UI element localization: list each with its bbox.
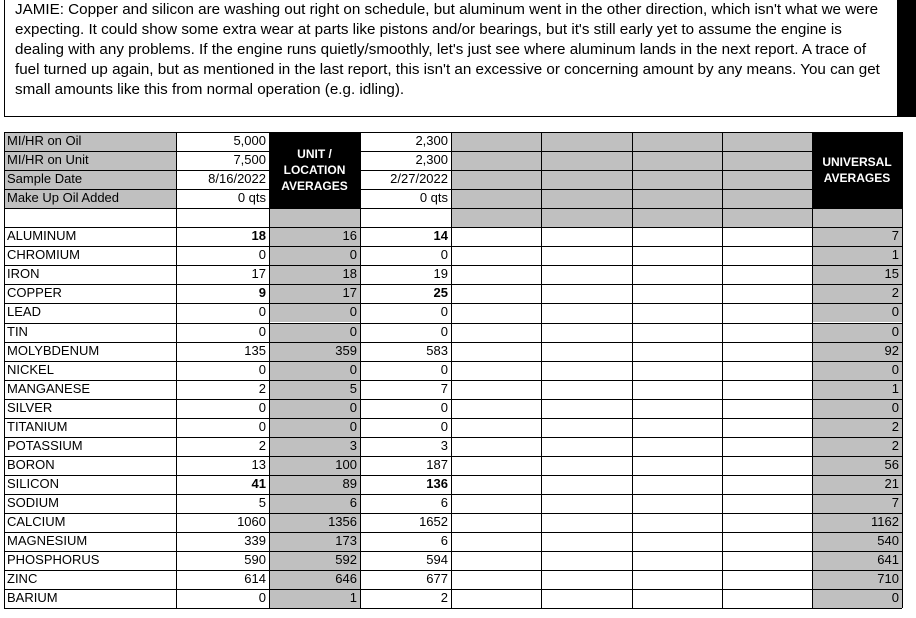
blank-cell xyxy=(541,265,632,284)
blank-cell xyxy=(722,303,812,322)
grid-line xyxy=(4,513,902,514)
universal-average-value: 641 xyxy=(812,551,902,570)
blank-cell xyxy=(541,399,632,418)
grid-line xyxy=(360,151,812,152)
element-label: MAGNESIUM xyxy=(4,532,176,551)
grid-line xyxy=(4,418,902,419)
previous-value: 594 xyxy=(360,551,451,570)
blank-cell xyxy=(451,456,541,475)
info-blank xyxy=(451,151,541,170)
info-blank xyxy=(451,189,541,208)
info-current: 5,000 xyxy=(176,132,269,151)
grid-line xyxy=(902,132,903,608)
universal-average-value: 540 xyxy=(812,532,902,551)
unit-average-value: 5 xyxy=(269,380,360,399)
element-label: SILICON xyxy=(4,475,176,494)
grid-line xyxy=(451,132,452,608)
info-blank xyxy=(632,170,722,189)
previous-value: 7 xyxy=(360,380,451,399)
current-value: 135 xyxy=(176,342,269,361)
unit-average-value: 0 xyxy=(269,399,360,418)
blank-cell xyxy=(632,284,722,303)
blank-cell xyxy=(541,323,632,342)
unit-location-averages-header: UNIT / LOCATION AVERAGES xyxy=(269,132,360,208)
element-label: IRON xyxy=(4,265,176,284)
universal-average-value: 2 xyxy=(812,418,902,437)
blank-cell xyxy=(451,513,541,532)
blank-cell xyxy=(451,303,541,322)
blank-cell xyxy=(722,475,812,494)
blank-cell xyxy=(451,342,541,361)
blank-cell xyxy=(632,418,722,437)
grid-line xyxy=(4,189,269,190)
blank-cell xyxy=(451,437,541,456)
blank-cell xyxy=(632,475,722,494)
unit-average-value: 100 xyxy=(269,456,360,475)
element-label: BARIUM xyxy=(4,589,176,608)
grid-line xyxy=(4,361,902,362)
blank-cell xyxy=(632,323,722,342)
previous-value: 19 xyxy=(360,265,451,284)
grid-line xyxy=(4,342,902,343)
previous-value: 3 xyxy=(360,437,451,456)
unit-average-value: 592 xyxy=(269,551,360,570)
grid-line xyxy=(4,303,902,304)
blank-cell xyxy=(451,532,541,551)
blank-cell xyxy=(722,532,812,551)
current-value: 13 xyxy=(176,456,269,475)
unit-average-value: 0 xyxy=(269,323,360,342)
grid-line xyxy=(4,551,902,552)
blank-cell xyxy=(541,303,632,322)
blank-cell xyxy=(632,399,722,418)
blank-cell xyxy=(632,208,722,227)
universal-average-value: 0 xyxy=(812,361,902,380)
grid-line xyxy=(4,227,902,228)
blank-cell xyxy=(722,437,812,456)
universal-average-value: 0 xyxy=(812,399,902,418)
blank-cell xyxy=(541,246,632,265)
unit-average-value: 359 xyxy=(269,342,360,361)
unit-average-value: 646 xyxy=(269,570,360,589)
blank-cell xyxy=(541,361,632,380)
blank-cell xyxy=(722,589,812,608)
element-label: TITANIUM xyxy=(4,418,176,437)
blank-cell xyxy=(632,380,722,399)
blank-cell xyxy=(722,551,812,570)
current-value: 0 xyxy=(176,418,269,437)
grid-line xyxy=(4,151,269,152)
universal-average-value: 710 xyxy=(812,570,902,589)
info-blank xyxy=(722,132,812,151)
element-label: ZINC xyxy=(4,570,176,589)
blank-cell xyxy=(451,380,541,399)
grid-line xyxy=(4,608,902,609)
grid-line xyxy=(4,284,902,285)
universal-average-value: 2 xyxy=(812,437,902,456)
blank-cell xyxy=(632,227,722,246)
current-value: 339 xyxy=(176,532,269,551)
current-value: 0 xyxy=(176,303,269,322)
blank-cell xyxy=(632,570,722,589)
blank-cell xyxy=(722,323,812,342)
blank-cell xyxy=(451,551,541,570)
previous-value: 187 xyxy=(360,456,451,475)
universal-average-value: 1 xyxy=(812,246,902,265)
info-current: 7,500 xyxy=(176,151,269,170)
blank-cell xyxy=(722,418,812,437)
blank-cell xyxy=(812,208,902,227)
current-value: 2 xyxy=(176,380,269,399)
blank-cell xyxy=(722,265,812,284)
blank-cell xyxy=(541,475,632,494)
previous-value: 583 xyxy=(360,342,451,361)
blank-cell xyxy=(632,265,722,284)
current-value: 0 xyxy=(176,589,269,608)
grid-line xyxy=(541,132,542,608)
unit-average-value: 1356 xyxy=(269,513,360,532)
current-value: 0 xyxy=(176,246,269,265)
element-label: LEAD xyxy=(4,303,176,322)
universal-average-value: 1 xyxy=(812,380,902,399)
blank-cell xyxy=(451,494,541,513)
blank-cell xyxy=(4,208,176,227)
info-blank xyxy=(632,151,722,170)
info-previous: 2/27/2022 xyxy=(360,170,451,189)
blank-cell xyxy=(632,494,722,513)
grid-line xyxy=(4,532,902,533)
previous-value: 677 xyxy=(360,570,451,589)
info-previous: 2,300 xyxy=(360,151,451,170)
blank-cell xyxy=(632,437,722,456)
info-blank xyxy=(541,189,632,208)
blank-cell xyxy=(722,494,812,513)
grid-line xyxy=(4,265,902,266)
grid-line xyxy=(4,570,902,571)
unit-average-value: 0 xyxy=(269,361,360,380)
universal-average-value: 7 xyxy=(812,494,902,513)
grid-line xyxy=(4,589,902,590)
info-current: 0 qts xyxy=(176,189,269,208)
grid-line xyxy=(4,437,902,438)
current-value: 5 xyxy=(176,494,269,513)
universal-average-value: 56 xyxy=(812,456,902,475)
grid-line xyxy=(4,380,902,381)
universal-average-value: 0 xyxy=(812,323,902,342)
element-label: ALUMINUM xyxy=(4,227,176,246)
info-blank xyxy=(632,189,722,208)
blank-cell xyxy=(722,456,812,475)
info-blank xyxy=(541,151,632,170)
universal-average-value: 7 xyxy=(812,227,902,246)
current-value: 9 xyxy=(176,284,269,303)
blank-cell xyxy=(451,418,541,437)
universal-average-value: 1162 xyxy=(812,513,902,532)
grid-line xyxy=(4,170,269,171)
blank-cell xyxy=(722,361,812,380)
info-blank xyxy=(451,170,541,189)
blank-cell xyxy=(722,227,812,246)
universal-average-value: 2 xyxy=(812,284,902,303)
current-value: 2 xyxy=(176,437,269,456)
previous-value: 0 xyxy=(360,303,451,322)
current-value: 18 xyxy=(176,227,269,246)
blank-cell xyxy=(541,208,632,227)
blank-cell xyxy=(541,284,632,303)
universal-averages-header: UNIVERSAL AVERAGES xyxy=(812,132,902,208)
previous-value: 6 xyxy=(360,494,451,513)
info-label: MI/HR on Unit xyxy=(4,151,176,170)
grid-line xyxy=(4,208,902,209)
grid-line xyxy=(269,132,270,608)
blank-cell xyxy=(176,208,269,227)
blank-cell xyxy=(722,380,812,399)
grid-line xyxy=(360,170,812,171)
blank-cell xyxy=(632,456,722,475)
blank-cell xyxy=(451,246,541,265)
grid-line xyxy=(4,246,902,247)
blank-cell xyxy=(541,227,632,246)
blank-cell xyxy=(632,589,722,608)
blank-cell xyxy=(632,246,722,265)
blank-cell xyxy=(451,323,541,342)
previous-value: 25 xyxy=(360,284,451,303)
element-label: CHROMIUM xyxy=(4,246,176,265)
blank-cell xyxy=(632,303,722,322)
previous-value: 0 xyxy=(360,323,451,342)
unit-average-value: 16 xyxy=(269,227,360,246)
unit-average-value: 1 xyxy=(269,589,360,608)
grid-line xyxy=(4,132,902,133)
unit-average-value: 6 xyxy=(269,494,360,513)
previous-value: 0 xyxy=(360,418,451,437)
element-label: MANGANESE xyxy=(4,380,176,399)
element-label: PHOSPHORUS xyxy=(4,551,176,570)
info-current: 8/16/2022 xyxy=(176,170,269,189)
unit-average-value: 17 xyxy=(269,284,360,303)
grid-line xyxy=(360,189,812,190)
info-blank xyxy=(632,132,722,151)
blank-cell xyxy=(541,551,632,570)
info-blank xyxy=(451,132,541,151)
element-label: NICKEL xyxy=(4,361,176,380)
info-previous: 2,300 xyxy=(360,132,451,151)
grid-line xyxy=(4,456,902,457)
blank-cell xyxy=(451,399,541,418)
blank-cell xyxy=(360,208,451,227)
previous-value: 0 xyxy=(360,361,451,380)
blank-cell xyxy=(722,284,812,303)
blank-cell xyxy=(451,475,541,494)
info-label: MI/HR on Oil xyxy=(4,132,176,151)
blank-cell xyxy=(632,551,722,570)
blank-cell xyxy=(722,399,812,418)
current-value: 1060 xyxy=(176,513,269,532)
current-value: 590 xyxy=(176,551,269,570)
previous-value: 136 xyxy=(360,475,451,494)
info-previous: 0 qts xyxy=(360,189,451,208)
blank-cell xyxy=(632,532,722,551)
element-label: CALCIUM xyxy=(4,513,176,532)
info-blank xyxy=(541,132,632,151)
element-label: POTASSIUM xyxy=(4,437,176,456)
blank-cell xyxy=(632,361,722,380)
grid-line xyxy=(4,475,902,476)
blank-cell xyxy=(541,570,632,589)
info-blank xyxy=(722,151,812,170)
universal-average-value: 0 xyxy=(812,303,902,322)
current-value: 0 xyxy=(176,361,269,380)
previous-value: 2 xyxy=(360,589,451,608)
blank-cell xyxy=(451,265,541,284)
blank-cell xyxy=(541,532,632,551)
grid-line xyxy=(4,494,902,495)
blank-cell xyxy=(541,494,632,513)
blank-cell xyxy=(451,227,541,246)
universal-average-value: 92 xyxy=(812,342,902,361)
current-value: 17 xyxy=(176,265,269,284)
previous-value: 0 xyxy=(360,399,451,418)
blank-cell xyxy=(722,342,812,361)
blank-cell xyxy=(632,513,722,532)
universal-average-value: 15 xyxy=(812,265,902,284)
grid-line xyxy=(4,323,902,324)
blank-cell xyxy=(722,570,812,589)
blank-cell xyxy=(269,208,360,227)
analyst-comment: JAMIE: Copper and silicon are washing out right on schedule, but aluminum went in the other direction, which isn't what we were expecting. It could show some extra wear at parts like pistons and/or bearings, but it's still early yet to assume the engine is dealing with any problems. If the engine runs quietly/smoothly, let's just see where aluminum lands in the next report. A trace of fuel turned up again, but as mentioned in the last report, this isn't an excessive or concerning amount by any means. You can get small amounts like this from normal operation (e.g. idling). xyxy=(4,0,898,117)
current-value: 614 xyxy=(176,570,269,589)
element-label: BORON xyxy=(4,456,176,475)
element-label: SODIUM xyxy=(4,494,176,513)
unit-average-value: 0 xyxy=(269,418,360,437)
blank-cell xyxy=(541,437,632,456)
blank-cell xyxy=(722,208,812,227)
grid-line xyxy=(176,132,177,608)
grid-line xyxy=(4,132,5,608)
unit-average-value: 89 xyxy=(269,475,360,494)
unit-average-value: 18 xyxy=(269,265,360,284)
blank-cell xyxy=(722,513,812,532)
blank-cell xyxy=(541,456,632,475)
blank-cell xyxy=(632,342,722,361)
blank-cell xyxy=(451,570,541,589)
grid-line xyxy=(632,132,633,608)
right-bar xyxy=(898,0,916,117)
previous-value: 0 xyxy=(360,246,451,265)
element-label: SILVER xyxy=(4,399,176,418)
grid-line xyxy=(4,399,902,400)
info-blank xyxy=(722,170,812,189)
grid-line xyxy=(812,132,813,608)
previous-value: 1652 xyxy=(360,513,451,532)
blank-cell xyxy=(541,380,632,399)
unit-average-value: 0 xyxy=(269,246,360,265)
universal-average-value: 21 xyxy=(812,475,902,494)
blank-cell xyxy=(541,589,632,608)
universal-average-value: 0 xyxy=(812,589,902,608)
element-label: MOLYBDENUM xyxy=(4,342,176,361)
blank-cell xyxy=(451,589,541,608)
current-value: 0 xyxy=(176,323,269,342)
info-blank xyxy=(722,189,812,208)
blank-cell xyxy=(541,418,632,437)
previous-value: 6 xyxy=(360,532,451,551)
previous-value: 14 xyxy=(360,227,451,246)
info-blank xyxy=(541,170,632,189)
blank-cell xyxy=(722,246,812,265)
current-value: 41 xyxy=(176,475,269,494)
unit-average-value: 0 xyxy=(269,303,360,322)
element-label: TIN xyxy=(4,323,176,342)
unit-average-value: 173 xyxy=(269,532,360,551)
current-value: 0 xyxy=(176,399,269,418)
blank-cell xyxy=(451,284,541,303)
unit-average-value: 3 xyxy=(269,437,360,456)
grid-line xyxy=(722,132,723,608)
info-label: Make Up Oil Added xyxy=(4,189,176,208)
info-label: Sample Date xyxy=(4,170,176,189)
blank-cell xyxy=(541,342,632,361)
grid-line xyxy=(360,132,361,608)
element-label: COPPER xyxy=(4,284,176,303)
blank-cell xyxy=(451,208,541,227)
blank-cell xyxy=(541,513,632,532)
blank-cell xyxy=(451,361,541,380)
